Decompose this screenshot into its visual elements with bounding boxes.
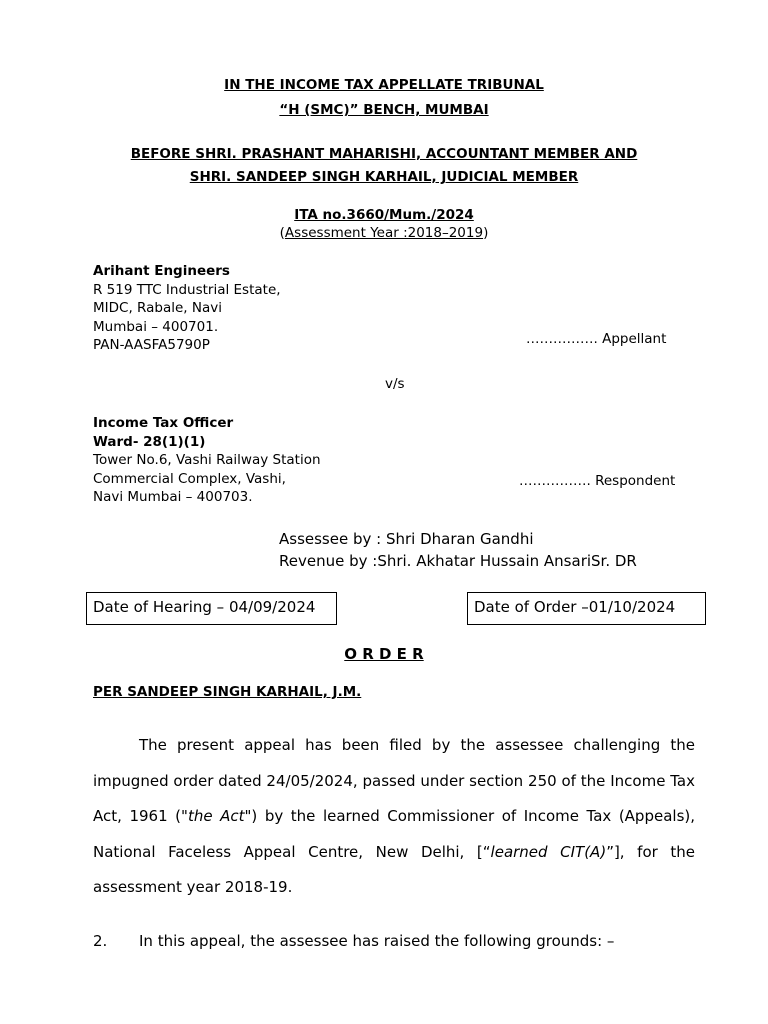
respondent-address-2: Commercial Complex, Vashi, (93, 470, 286, 487)
order-title: O R D E R (344, 645, 424, 663)
date-of-order-box: Date of Order –01/10/2024 (467, 592, 706, 625)
appellant-role: ……………. Appellant (526, 331, 667, 347)
paragraph-2-text: In this appeal, the assessee has raised the following grounds: – (139, 932, 615, 950)
the-act-term: "the Act" (181, 807, 252, 825)
members-line-1: BEFORE SHRI. PRASHANT MAHARISHI, ACCOUNTANT MEMBER AND (130, 146, 638, 162)
bench-title: “H (SMC)” BENCH, MUMBAI (279, 102, 489, 118)
appellant-pan: PAN-AASFA5790P (93, 337, 210, 353)
versus: v/s (385, 376, 405, 392)
ita-number: ITA no.3660/Mum./2024 (294, 207, 474, 223)
assessee-representative: Assessee by : Shri Dharan Gandhi (279, 530, 534, 548)
per-judge: PER SANDEEP SINGH KARHAIL, J.M. (93, 684, 362, 700)
respondent-name: Income Tax Officer (93, 415, 234, 431)
date-of-hearing-box: Date of Hearing – 04/09/2024 (86, 592, 337, 625)
tribunal-title: IN THE INCOME TAX APPELLATE TRIBUNAL (224, 77, 544, 93)
appellant-address-1: R 519 TTC Industrial Estate, (93, 281, 281, 298)
paragraph-2-number: 2. (93, 932, 108, 950)
respondent-ward: Ward- 28(1)(1) (93, 433, 206, 450)
learned-cit-term: learned CIT(A) (490, 842, 607, 861)
paragraph-1: The present appeal has been filed by the assessee challenging the impugned order dated 24/05/2024, passed under section 250 of the Income Tax Act, 1961 ("the Act") by the learned Commissioner of Income Tax (Appeals), National Faceless Appeal Centre, New Delhi, [“learned CIT(A)”], for the assessment year 2018-19. (93, 736, 696, 896)
respondent-block (93, 414, 321, 507)
paragraph-2 (93, 932, 615, 950)
representation-block (279, 528, 637, 572)
respondent-address-1: Tower No.6, Vashi Railway Station (93, 452, 321, 468)
assessment-year-text: Assessment Year :2018–2019 (284, 225, 484, 241)
members-line-2: SHRI. SANDEEP SINGH KARHAIL, JUDICIAL MEMBER (189, 169, 579, 185)
revenue-representative: Revenue by :Shri. Akhatar Hussain AnsariSr. DR (279, 552, 637, 570)
appellant-address-2: MIDC, Rabale, Navi (93, 300, 222, 316)
assessment-year: (Assessment Year :2018–2019) (279, 225, 489, 241)
appellant-name: Arihant Engineers (93, 263, 230, 279)
appellant-block (93, 262, 281, 355)
respondent-role: ……………. Respondent (519, 473, 676, 489)
respondent-address-3: Navi Mumbai – 400703. (93, 489, 253, 505)
appellant-address-3: Mumbai – 400701. (93, 318, 219, 335)
